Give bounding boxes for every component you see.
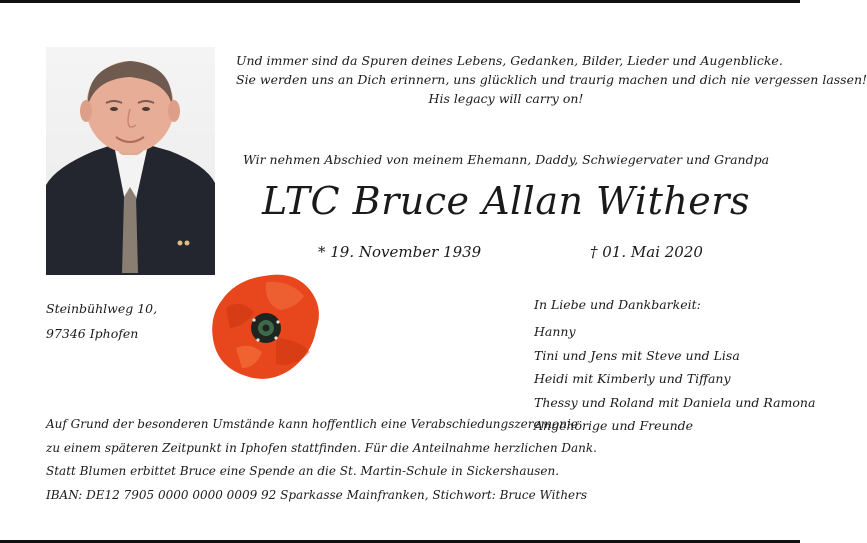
portrait-photo xyxy=(46,47,215,275)
birth-date: * 19. November 1939 xyxy=(318,243,482,261)
notice-line: Auf Grund der besonderen Umstände kann hoffentlich eine Verabschiedungszeremonie xyxy=(46,417,578,431)
deceased-name: LTC Bruce Allan Withers xyxy=(262,179,750,223)
notice-line: Statt Blumen erbittet Bruce eine Spende an die St. Martin-Schule in Sickershausen. xyxy=(46,464,560,478)
quote-line: His legacy will carry on! xyxy=(428,91,584,106)
address-line: 97346 Iphofen xyxy=(46,326,139,341)
poppy-flower-icon xyxy=(206,268,326,390)
portrait-illustration xyxy=(46,47,215,275)
mourner-name: Thessy und Roland mit Daniela und Ramona xyxy=(534,394,816,410)
mourner-name: Heidi mit Kimberly und Tiffany xyxy=(534,371,731,386)
farewell-intro: Wir nehmen Abschied von meinem Ehemann, Daddy, Schwiegervater und Grandpa xyxy=(242,152,770,167)
family-address xyxy=(46,296,157,346)
quote-line: Und immer sind da Spuren deines Lebens, Gedanken, Bilder, Lieder und Augenblicke. xyxy=(236,53,783,68)
death-date: † 01. Mai 2020 xyxy=(590,243,703,261)
notice-line: IBAN: DE12 7905 0000 0000 0009 92 Sparkasse Mainfranken, Stichwort: Bruce Withers xyxy=(46,487,588,502)
mourner-name: Angehörige und Freunde xyxy=(534,418,694,433)
quote-line: Sie werden uns an Dich erinnern, uns glücklich und traurig machen und dich nie vergessen lassen! xyxy=(236,72,867,87)
notice-line: zu einem späteren Zeitpunkt in Iphofen stattfinden. Für die Anteilnahme herzlichen Dank. xyxy=(46,440,597,455)
mourner-name: Hanny xyxy=(534,324,576,339)
mourners-heading: In Liebe und Dankbarkeit: xyxy=(534,297,701,312)
mourner-name: Tini und Jens mit Steve und Lisa xyxy=(534,347,740,363)
address-line: Steinbühlweg 10, xyxy=(46,301,158,316)
ceremony-notice xyxy=(46,413,597,507)
memorial-quote xyxy=(236,51,867,108)
